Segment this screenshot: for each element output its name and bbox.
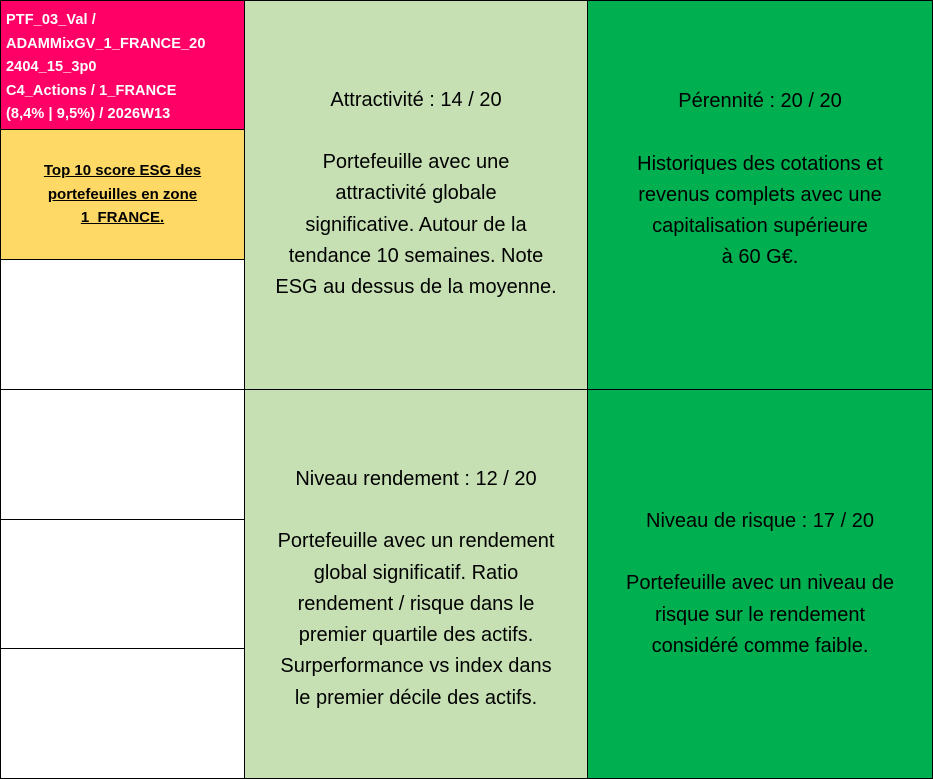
- attractivite-description: Portefeuille avec une attractivité globale significative. Autour de la tendance 10 semaines. Note ESG au dessus de la moyenne.: [275, 151, 557, 298]
- empty-cell: [0, 648, 245, 779]
- empty-cell: [0, 519, 245, 650]
- top10-esg-cell[interactable]: [0, 129, 245, 260]
- rendement-description: Portefeuille avec un rendement global significatif. Ratio rendement / risque dans le premier quartile des actifs. Surperformance vs index dans le premier décile des actifs.: [277, 530, 555, 709]
- perennite-description: Historiques des cotations et revenus complets avec une capitalisation supérieure à 60 G€.: [637, 152, 883, 269]
- top10-esg-link[interactable]: Top 10 score ESG des portefeuilles en zone 1_FRANCE.: [43, 162, 202, 227]
- portfolio-info-line: PTF_03_Val /: [6, 12, 96, 28]
- empty-cell: [0, 259, 245, 390]
- risque-score: Niveau de risque : 17 / 20: [646, 510, 874, 533]
- empty-cell: [0, 389, 245, 520]
- attractivite-score: Attractivité : 14 / 20: [330, 88, 502, 111]
- risque-description: Portefeuille avec un niveau de risque sur le rendement considéré comme faible.: [626, 572, 894, 657]
- portfolio-info-line: (8,4% | 9,5%) / 2026W13: [6, 106, 171, 122]
- risque-cell: [587, 389, 933, 779]
- rendement-cell: [244, 389, 588, 779]
- portfolio-info-line: C4_Actions / 1_FRANCE: [6, 82, 177, 99]
- attractivite-cell: [244, 0, 588, 390]
- portfolio-info-line: ADAMMixGV_1_FRANCE_20: [6, 35, 206, 52]
- rendement-score: Niveau rendement : 12 / 20: [295, 468, 537, 491]
- portfolio-info-cell: [0, 0, 245, 130]
- perennite-score: Pérennité : 20 / 20: [678, 90, 842, 113]
- portfolio-info-line: 2404_15_3p0: [6, 59, 97, 75]
- perennite-cell: [587, 0, 933, 390]
